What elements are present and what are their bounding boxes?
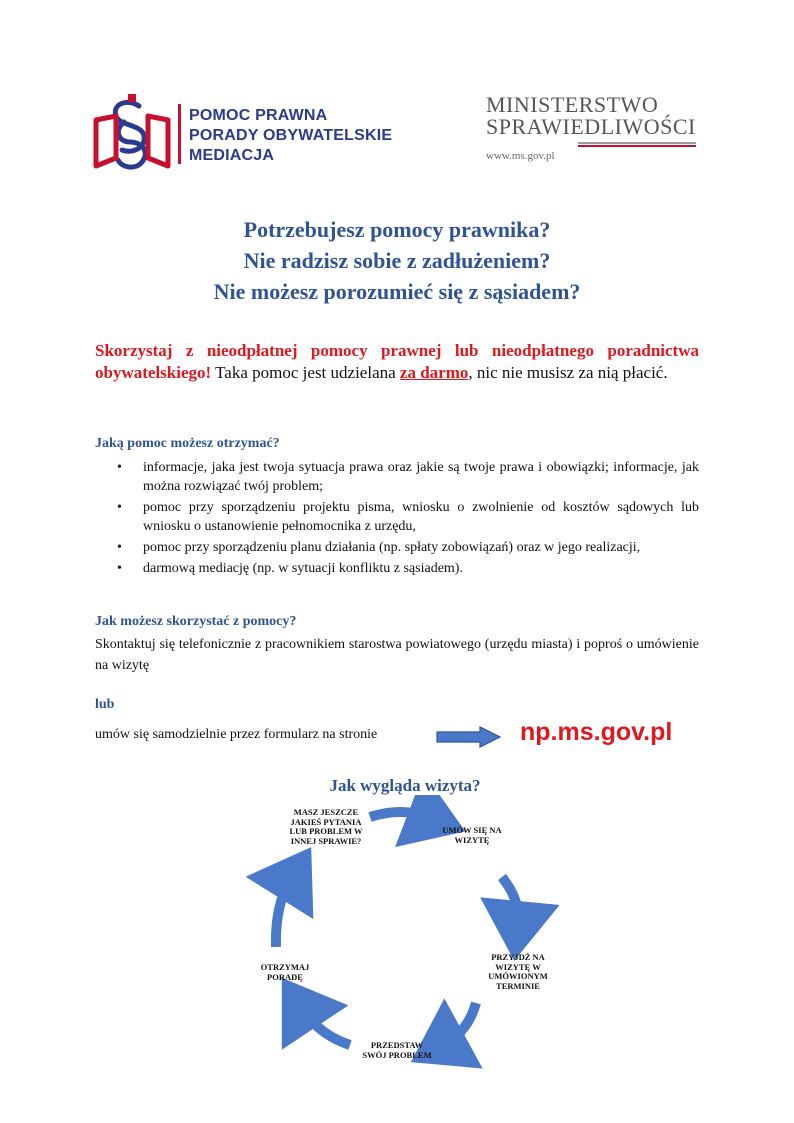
- cycle-step-1: UMÓW SIĘ NA WIZYTĘ: [442, 825, 502, 845]
- headline-line-2: Nie radzisz sobie z zadłużeniem?: [243, 248, 551, 273]
- cycle-arrow-icon: [502, 877, 518, 921]
- ministry-name-line-2: SPRAWIEDLIWOŚCI: [486, 114, 696, 139]
- help-list: [95, 458, 699, 580]
- cycle-step-5: MASZ JESZCZE JAKIEŚ PYTANIA LUB PROBLEM W INNEJ SPRAWIE?: [289, 807, 363, 846]
- or-label: lub: [95, 697, 115, 712]
- intro-paragraph: [95, 340, 699, 384]
- help-heading: Jaką pomoc możesz otrzymać?: [95, 436, 280, 451]
- booking-site-link[interactable]: np.ms.gov.pl: [520, 718, 673, 746]
- flag-stripe-red: [578, 145, 696, 147]
- howto-text: Skontaktuj się telefonicznie z pracownikiem starostwa powiatowego (urzędu miasta) i poproś o umówienie na wizytę: [95, 637, 699, 673]
- cycle-step-2: PRZYJDŹ NA WIZYTĘ W UMÓWIONYM TERMINIE: [488, 952, 548, 991]
- list-item: • darmową mediację (np. w sytuacji konfliktu z sąsiadem).: [95, 559, 699, 578]
- logo-divider: [178, 104, 181, 164]
- list-item: • pomoc przy sporządzeniu projektu pisma, wniosku o zwolnienie od kosztów sądowych lub wniosku o ustanowienie pełnomocnika z urzędu,: [95, 498, 699, 536]
- intro-text-after: , nic nie musisz za nią płacić.: [468, 363, 668, 382]
- cycle-step-4: OTRZYMAJ PORADĘ: [260, 962, 310, 982]
- online-booking-text: umów się samodzielnie przez formularz na stronie: [95, 727, 378, 742]
- cycle-step-3: PRZEDSTAW SWÓJ PROBLEM: [362, 1040, 432, 1060]
- intro-call-to-action: Skorzystaj z nieodpłatnej pomocy prawnej lub nieodpłatnego poradnictwa obywatelskiego!: [95, 341, 699, 382]
- brand-line-2: PORADY OBYWATELSKIE: [189, 127, 393, 144]
- headline-line-1: Potrzebujesz pomocy prawnika?: [243, 217, 551, 242]
- ministry-logo: [486, 92, 706, 172]
- arrow-right-icon: [436, 726, 502, 748]
- intro-free-highlight: za darmo: [399, 363, 469, 382]
- cycle-arrow-icon: [370, 812, 428, 817]
- ministry-name-line-1: MINISTERSTWO: [486, 92, 659, 117]
- section-sign-logo-icon: [92, 94, 172, 172]
- brand-line-1: POMOC PRAWNA: [189, 107, 328, 124]
- list-item: • pomoc przy sporządzeniu planu działania (np. spłaty zobowiązań) oraz w jego realizacji,: [95, 538, 699, 557]
- brand-line-3: MEDIACJA: [189, 147, 275, 164]
- howto-heading: Jak możesz skorzystać z pomocy?: [95, 614, 297, 629]
- cycle-arrow-icon: [446, 1003, 476, 1043]
- pomoc-prawna-logo: [92, 94, 412, 174]
- ministry-url: www.ms.gov.pl: [486, 150, 555, 162]
- list-item: • informacje, jaka jest twoja sytuacja prawa oraz jakie są twoje prawa i obowiązki; informacje, jak można rozwiązać twój problem;: [95, 458, 699, 496]
- headline-line-3: Nie możesz porozumieć się z sąsiadem?: [213, 279, 581, 304]
- cycle-arrow-icon: [304, 1011, 350, 1045]
- page-headline: [120, 214, 674, 307]
- brand-name: [189, 106, 392, 166]
- cycle-arrow-icon: [276, 881, 290, 947]
- visit-title: Jak wygląda wizyta?: [329, 776, 481, 795]
- intro-text-before: Taka pomoc jest udzielana: [211, 363, 400, 382]
- flag-stripe-grey: [578, 142, 696, 144]
